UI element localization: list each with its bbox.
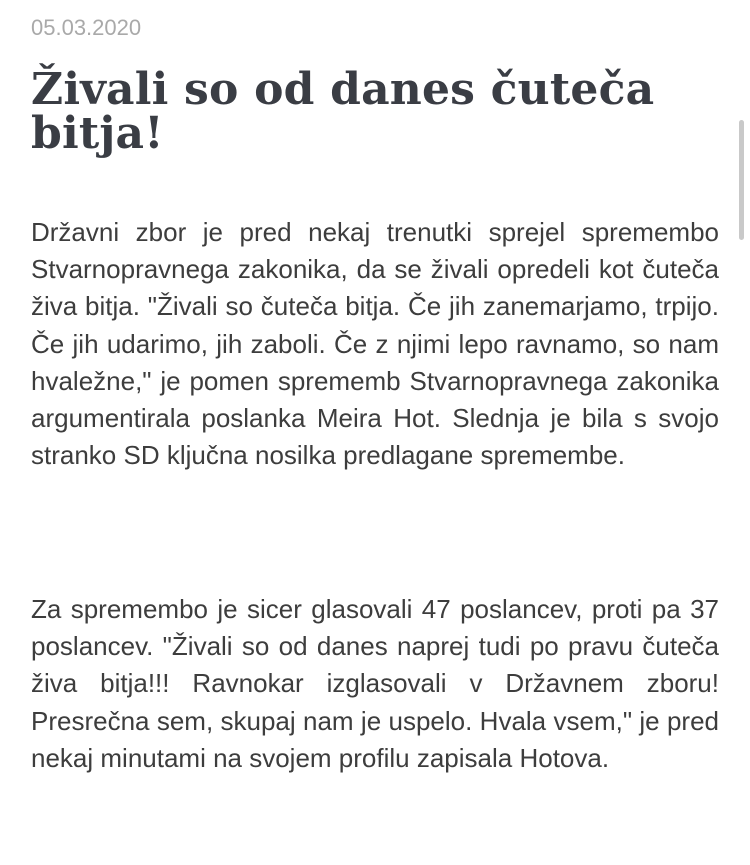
article-title: Živali so od danes čuteča bitja! (31, 64, 655, 159)
article-date: 05.03.2020 (31, 15, 142, 40)
article-paragraph: Državni zbor je pred nekaj trenutki sprejel spremembo Stvarnopravnega zakonika, da se živali opredeli kot čuteča živa bitja. "Živali so čuteča bitja. Če jih zanemarjamo, trpijo. Če jih udarimo, jih zaboli. Če z njimi lepo ravnamo, so nam hvaležne," je pomen sprememb Stvarnopravnega zakonika argumentirala poslanka Meira Hot. Slednja je bila s svojo stranko SD ključna nosilka predlagane spremembe. (31, 217, 719, 471)
scrollbar-thumb[interactable] (739, 120, 744, 240)
article-paragraph: Za spremembo je sicer glasovali 47 poslancev, proti pa 37 poslancev. "Živali so od danes naprej tudi po pravu čuteča živa bitja!!! Ravnokar izglasovali v Državnem zboru! Presrečna sem, skupaj nam je uspelo. Hvala vsem," je pred nekaj minutami na svojem profilu zapisala Hotova. (31, 594, 719, 773)
